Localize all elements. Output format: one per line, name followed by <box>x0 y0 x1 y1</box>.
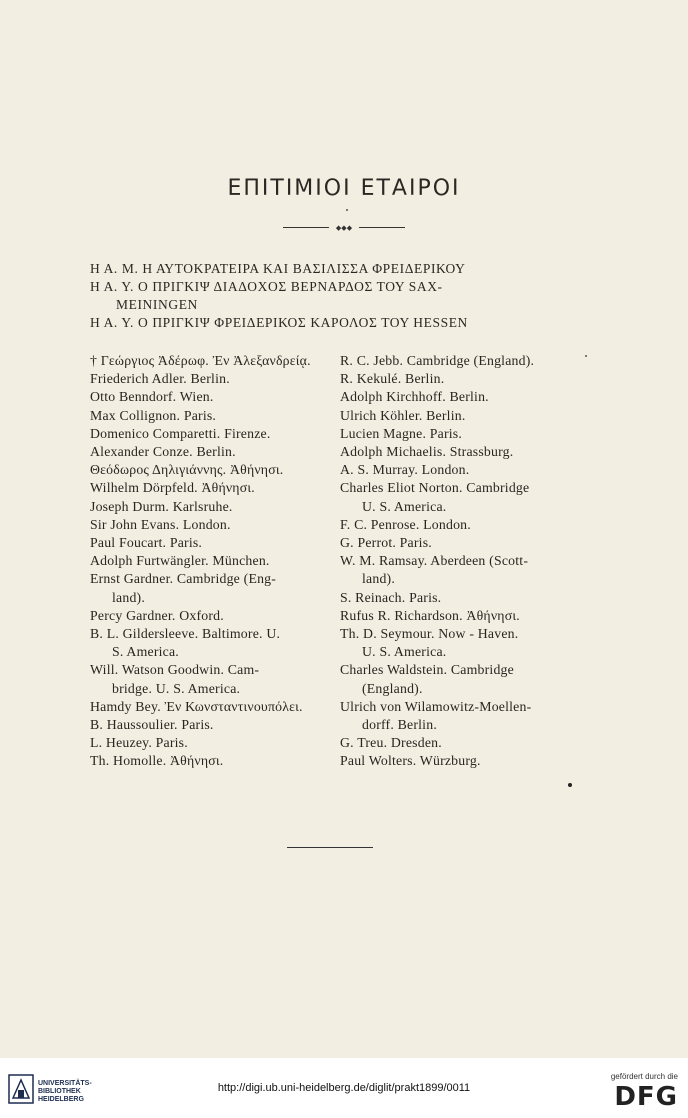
member-entry <box>340 407 580 425</box>
margin-mark <box>585 355 587 357</box>
member-line: B. Haussoulier. Paris. <box>90 717 214 733</box>
member-entry <box>340 425 580 443</box>
member-line: Θεόδωρος Δηλιγιάννης. Ἀθήνησι. <box>90 462 284 478</box>
member-line: Friederich Adler. Berlin. <box>90 371 230 387</box>
member-line: Max Collignon. Paris. <box>90 407 217 423</box>
member-line-continuation: U. S. America. <box>362 498 447 514</box>
member-line-continuation: U. S. America. <box>362 644 447 660</box>
member-line: G. Perrot. Paris. <box>340 535 432 551</box>
member-entry <box>90 534 320 552</box>
member-line: † Γεώργιος Ἀδέρωφ. Ἐν Ἀλεξανδρείᾳ. <box>90 353 311 368</box>
royal-line: Η Α. Υ. Ο ΠΡΙΓΚΙΨ ΔΙΑΔΟΧΟΣ ΒΕΡΝΑΡΔΟΣ ΤΟΥ SAX- <box>90 279 443 294</box>
member-entry <box>90 734 320 752</box>
member-line: W. M. Ramsay. Aberdeen (Scott- <box>340 553 529 569</box>
member-line: L. Heuzey. Paris. <box>90 735 188 751</box>
member-line: Rufus R. Richardson. Ἀθήνησι. <box>340 607 520 623</box>
library-name: UNIVERSITÄTS- BIBLIOTHEK HEIDELBERG <box>38 1080 92 1103</box>
member-line: Adolph Michaelis. Strassburg. <box>340 444 514 460</box>
member-entry <box>340 534 580 552</box>
member-line: Ernst Gardner. Cambridge (Eng- <box>90 571 277 587</box>
source-url[interactable]: http://digi.ub.uni-heidelberg.de/diglit/prakt1899/0011 <box>217 1082 471 1094</box>
member-entry <box>90 570 320 606</box>
member-entry <box>340 516 580 534</box>
member-line: R. C. Jebb. Cambridge (England). <box>340 353 535 368</box>
member-entry <box>90 516 320 534</box>
title-ornament-rule <box>283 224 405 232</box>
member-line-continuation: S. America. <box>112 644 179 660</box>
ornament-center: ◆◆◆ <box>329 224 359 232</box>
member-entry <box>90 698 320 716</box>
member-entry <box>340 625 580 661</box>
member-line: Ulrich Köhler. Berlin. <box>340 407 466 423</box>
member-entry <box>90 607 320 625</box>
member-entry <box>90 752 320 770</box>
member-entry <box>340 552 580 588</box>
member-entry <box>340 589 580 607</box>
member-line: Lucien Magne. Paris. <box>340 425 463 441</box>
members-left-column <box>90 352 320 771</box>
funder-label: gefördert durch die <box>610 1072 678 1081</box>
member-entry <box>340 479 580 515</box>
member-entry <box>340 352 580 370</box>
member-entry <box>340 443 580 461</box>
member-line: Charles Eliot Norton. Cambridge <box>340 480 530 496</box>
member-line-continuation: land). <box>112 589 145 605</box>
member-line-continuation: dorff. Berlin. <box>362 717 437 733</box>
royal-line: Η Α. Μ. Η ΑΥΤΟΚΡΑΤΕΙΡΑ ΚΑΙ ΒΑΣΙΛΙΣΣΑ ΦΡΕΙΔΕΡΙΚΟΥ <box>90 261 466 276</box>
member-entry <box>340 698 580 734</box>
member-entry <box>340 734 580 752</box>
footer-bar <box>0 1058 688 1118</box>
member-entry <box>90 425 320 443</box>
member-line: A. S. Murray. London. <box>340 462 470 478</box>
member-entry <box>340 661 580 697</box>
member-line: Alexander Conze. Berlin. <box>90 444 236 460</box>
royal-line: Η Α. Υ. Ο ΠΡΙΓΚΙΨ ΦΡΕΙΔΕΡΙΚΟΣ ΚΑΡΟΛΟΣ ΤΟΥ HESSEN <box>90 315 468 330</box>
member-entry <box>340 370 580 388</box>
member-entry <box>90 625 320 661</box>
member-entry <box>90 352 320 370</box>
member-entry <box>90 443 320 461</box>
member-line: Charles Waldstein. Cambridge <box>340 662 514 678</box>
member-line: Joseph Durm. Karlsruhe. <box>90 498 233 514</box>
member-entry <box>90 370 320 388</box>
member-entry <box>90 407 320 425</box>
member-entry <box>90 552 320 570</box>
title-dot <box>346 209 348 211</box>
member-line-continuation: (England). <box>362 680 423 696</box>
royal-members <box>90 260 590 332</box>
member-line: S. Reinach. Paris. <box>340 589 442 605</box>
member-line: Wilhelm Dörpfeld. Ἀθήνησι. <box>90 480 255 496</box>
closing-rule <box>287 847 373 848</box>
page-title: ΕΠΙΤΙΜΙΟΙ ΕΤΑΙΡΟΙ <box>227 176 461 201</box>
member-line: G. Treu. Dresden. <box>340 735 442 751</box>
member-line: Th. Homolle. Ἀθήνησι. <box>90 753 224 769</box>
member-line: R. Kekulé. Berlin. <box>340 371 445 387</box>
member-entry <box>90 661 320 697</box>
member-line: Domenico Comparetti. Firenze. <box>90 425 271 441</box>
member-entry <box>90 479 320 497</box>
member-line: Will. Watson Goodwin. Cam- <box>90 662 260 678</box>
member-entry <box>340 752 580 770</box>
member-line-continuation: land). <box>362 571 395 587</box>
margin-bullet <box>568 783 572 787</box>
dfg-logo: DFG <box>614 1082 678 1112</box>
member-line: Paul Wolters. Würzburg. <box>340 753 481 769</box>
member-entry <box>90 461 320 479</box>
member-line: Hamdy Bey. Ἐν Κωνσταντινουπόλει. <box>90 698 303 714</box>
member-line: B. L. Gildersleeve. Baltimore. U. <box>90 626 281 642</box>
member-line: Adolph Furtwängler. München. <box>90 553 270 569</box>
member-line: F. C. Penrose. London. <box>340 516 471 532</box>
members-right-column <box>340 352 580 771</box>
member-entry <box>340 388 580 406</box>
member-line: Sir John Evans. London. <box>90 516 231 532</box>
member-line: Percy Gardner. Oxford. <box>90 607 224 623</box>
member-line-continuation: bridge. U. S. America. <box>112 680 241 696</box>
member-line: Adolph Kirchhoff. Berlin. <box>340 389 489 405</box>
member-line: Th. D. Seymour. Now - Haven. <box>340 626 519 642</box>
member-line: Otto Benndorf. Wien. <box>90 389 214 405</box>
member-entry <box>90 498 320 516</box>
member-entry <box>340 607 580 625</box>
member-entry <box>90 716 320 734</box>
member-entry <box>340 461 580 479</box>
member-entry <box>90 388 320 406</box>
royal-line: MEININGEN <box>116 297 198 312</box>
member-line: Ulrich von Wilamowitz-Moellen- <box>340 698 532 714</box>
member-line: Paul Foucart. Paris. <box>90 535 203 551</box>
